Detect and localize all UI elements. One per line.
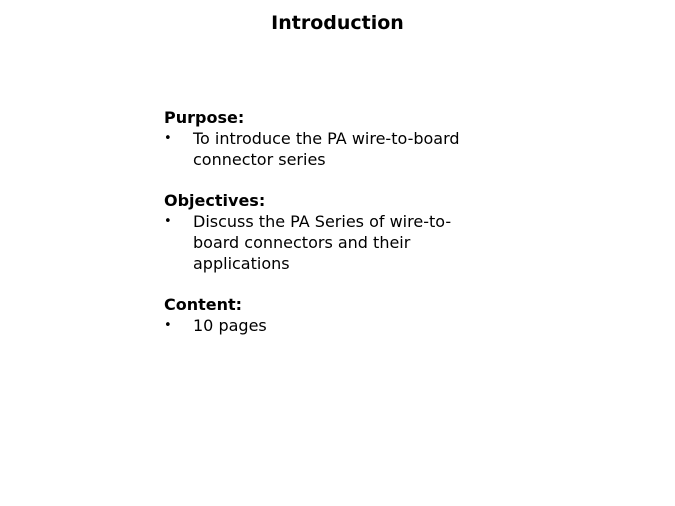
objectives-section: [164, 190, 524, 274]
bullet-icon: •: [164, 131, 172, 146]
purpose-bullet-line-2: connector series: [193, 150, 326, 169]
objectives-bullet-line-2: board connectors and their: [193, 233, 411, 252]
bullet-icon: •: [164, 214, 172, 229]
objectives-bullet-line-3: applications: [193, 254, 290, 273]
content-bullet: [164, 315, 524, 336]
objectives-bullet-line-1: Discuss the PA Series of wire-to-: [193, 212, 452, 231]
objectives-heading: Objectives:: [164, 191, 266, 210]
content-heading: Content:: [164, 295, 243, 314]
purpose-bullet-line-1: To introduce the PA wire-to-board: [193, 129, 460, 148]
purpose-heading: Purpose:: [164, 108, 245, 127]
objectives-bullet: [164, 211, 524, 274]
purpose-section: [164, 107, 524, 170]
content-section: [164, 294, 524, 336]
slide-title: Introduction: [271, 12, 404, 34]
slide-body: [164, 107, 524, 356]
bullet-icon: •: [164, 318, 172, 333]
purpose-bullet: [164, 128, 524, 170]
content-bullet-line-1: 10 pages: [193, 316, 267, 335]
